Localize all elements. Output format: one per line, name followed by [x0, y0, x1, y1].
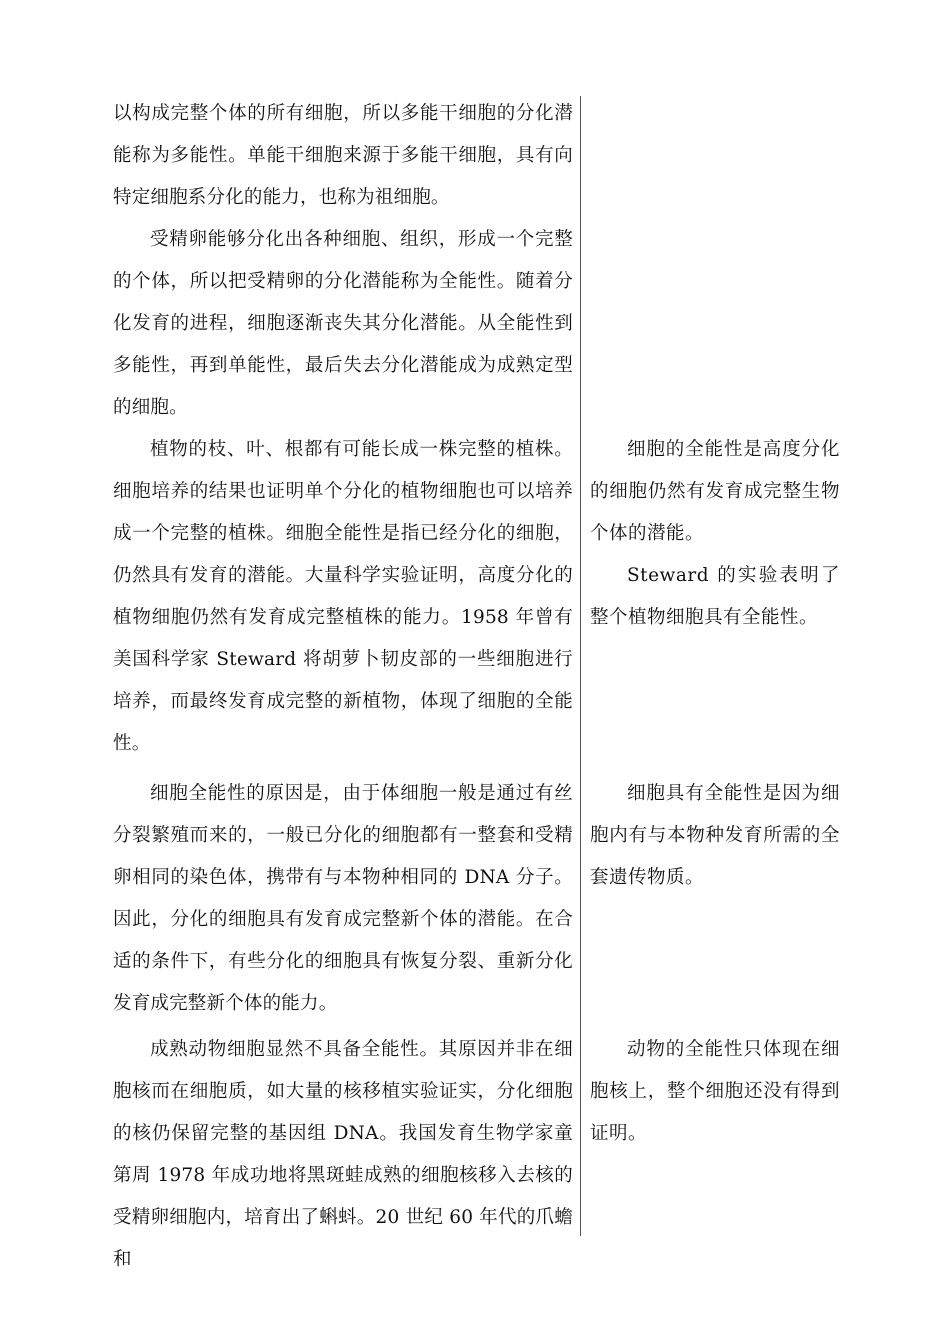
- column-divider: [580, 96, 581, 1236]
- main-text-block-3: [113, 773, 573, 1025]
- paragraph-2: 受精卵能够分化出各种细胞、组织，形成一个完整的个体，所以把受精卵的分化潜能称为全能性。随着分化发育的进程，细胞逐渐丧失其分化潜能。从全能性到多能性，再到单能性，最后失去分化潜能成为成熟定型的细胞。: [113, 229, 573, 418]
- paragraph-4: 细胞全能性的原因是，由于体细胞一般是通过有丝分裂繁殖而来的，一般已分化的细胞都有一整套和受精卵相同的染色体，携带有与本物种相同的 DNA 分子。因此，分化的细胞具有发育成完整新个体的潜能。在合适的条件下，有些分化的细胞具有恢复分裂、重新分化发育成完整新个体的能力。: [113, 783, 573, 1014]
- side-note-block-3: [590, 1029, 840, 1155]
- side-note-4: 动物的全能性只体现在细胞核上，整个细胞还没有得到证明。: [590, 1039, 840, 1144]
- side-note-2: Steward 的实验表明了整个植物细胞具有全能性。: [590, 565, 840, 628]
- main-text-block-1: [113, 93, 573, 429]
- main-text-block-2: [113, 429, 573, 765]
- main-text-block-4: [113, 1029, 573, 1281]
- paragraph-3: 植物的枝、叶、根都有可能长成一株完整的植株。细胞培养的结果也证明单个分化的植物细胞也可以培养成一个完整的植株。细胞全能性是指已经分化的细胞，仍然具有发育的潜能。大量科学实验证明，高度分化的植物细胞仍然有发育成完整植株的能力。1958 年曾有美国科学家 Steward 将胡萝卜韧皮部的一些细胞进行培养，而最终发育成完整的新植物，体现了细胞的全能性。: [113, 439, 573, 754]
- side-note-1: 细胞的全能性是高度分化的细胞仍然有发育成完整生物个体的潜能。: [590, 439, 840, 544]
- side-note-3: 细胞具有全能性是因为细胞内有与本物种发育所需的全套遗传物质。: [590, 783, 840, 888]
- paragraph-5: 成熟动物细胞显然不具备全能性。其原因并非在细胞核而在细胞质，如大量的核移植实验证实，分化细胞的核仍保留完整的基因组 DNA。我国发育生物学家童第周 1978 年成功地将黑斑蛙成熟的细胞核移入去核的受精卵细胞内，培育出了蝌蚪。20 世纪 60 年代的爪蟾和: [113, 1039, 573, 1270]
- side-note-block-1: [590, 429, 840, 639]
- paragraph-1: 以构成完整个体的所有细胞，所以多能干细胞的分化潜能称为多能性。单能干细胞来源于多能干细胞，具有向特定细胞系分化的能力，也称为祖细胞。: [113, 103, 573, 208]
- side-note-block-2: [590, 773, 840, 899]
